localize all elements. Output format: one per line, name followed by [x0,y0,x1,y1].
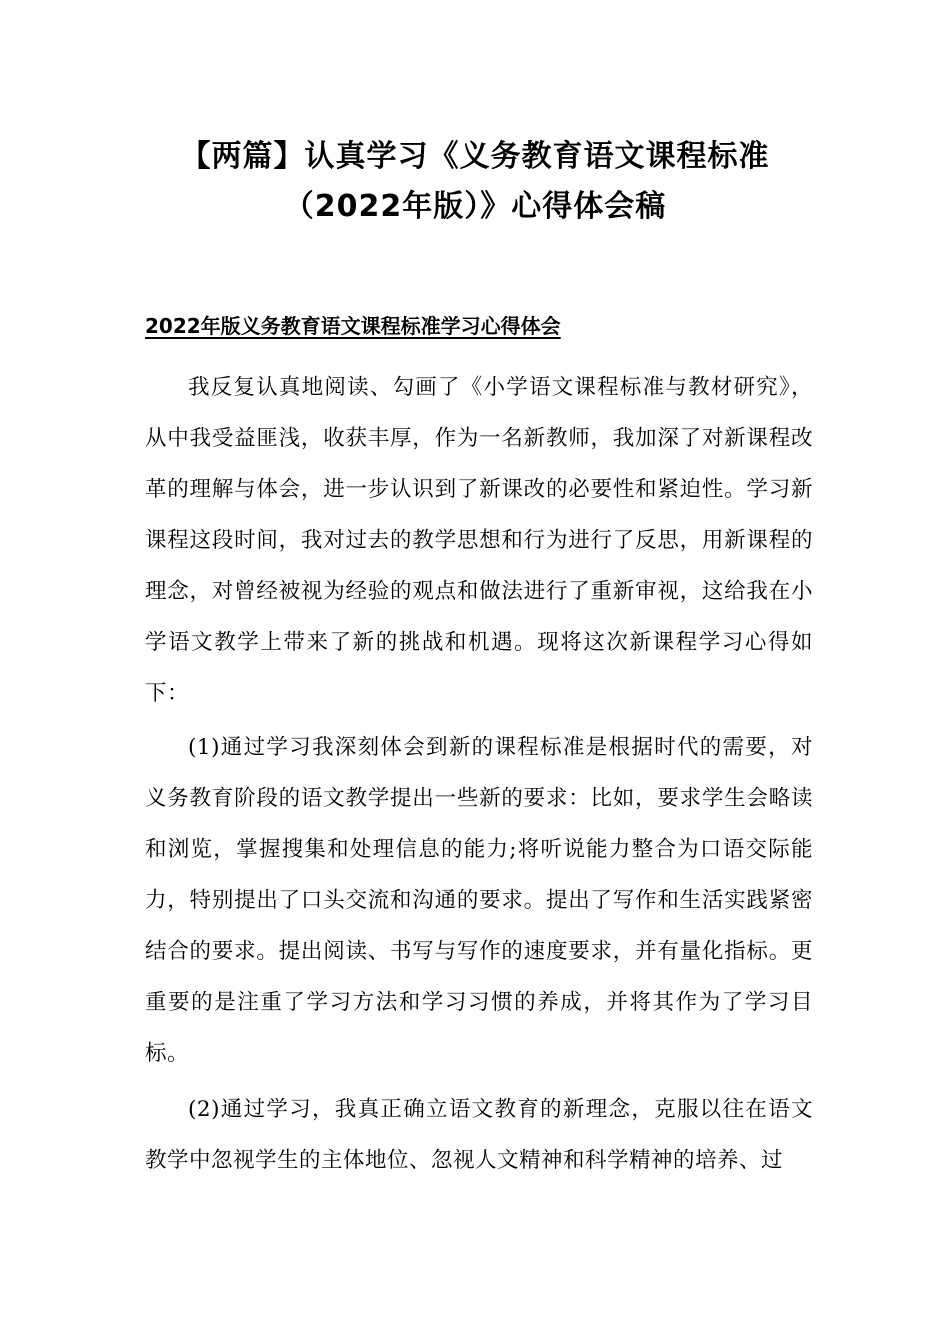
document-title: 【两篇】认真学习《义务教育语文课程标准（2022年版）》心得体会稿 [180,139,770,224]
paragraph-point-2: (2)通过学习，我真正确立语文教育的新理念，克服以往在语文教学中忽视学生的主体地位、忽视人文精神和科学精神的培养、过 [145,1097,813,1173]
paragraph-point-1: (1)通过学习我深刻体会到新的课程标准是根据时代的需要，对义务教育阶段的语文教学提出一些新的要求：比如，要求学生会略读和浏览，掌握搜集和处理信息的能力;将听说能力整合为口语交际能力，特别提出了口头交流和沟通的要求。提出了写作和生活实践紧密结合的要求。提出阅读、书写与写作的速度要求，并有量化指标。更重要的是注重了学习方法和学习习惯的养成，并将其作为了学习目标。 [145,735,813,1066]
section-heading: 2022年版义务教育语文课程标准学习心得体会 [145,314,561,338]
paragraph-intro: 我反复认真地阅读、勾画了《小学语文课程标准与教材研究》，从中我受益匪浅，收获丰厚，作为一名新教师，我加深了对新课程改革的理解与体会，进一步认识到了新课改的必要性和紧迫性。学习新课程这段时间，我对过去的教学思想和行为进行了反思，用新课程的理念，对曾经被视为经验的观点和做法进行了重新审视，这给我在小学语文教学上带来了新的挑战和机遇。现将这次新课程学习心得如下： [145,375,813,706]
